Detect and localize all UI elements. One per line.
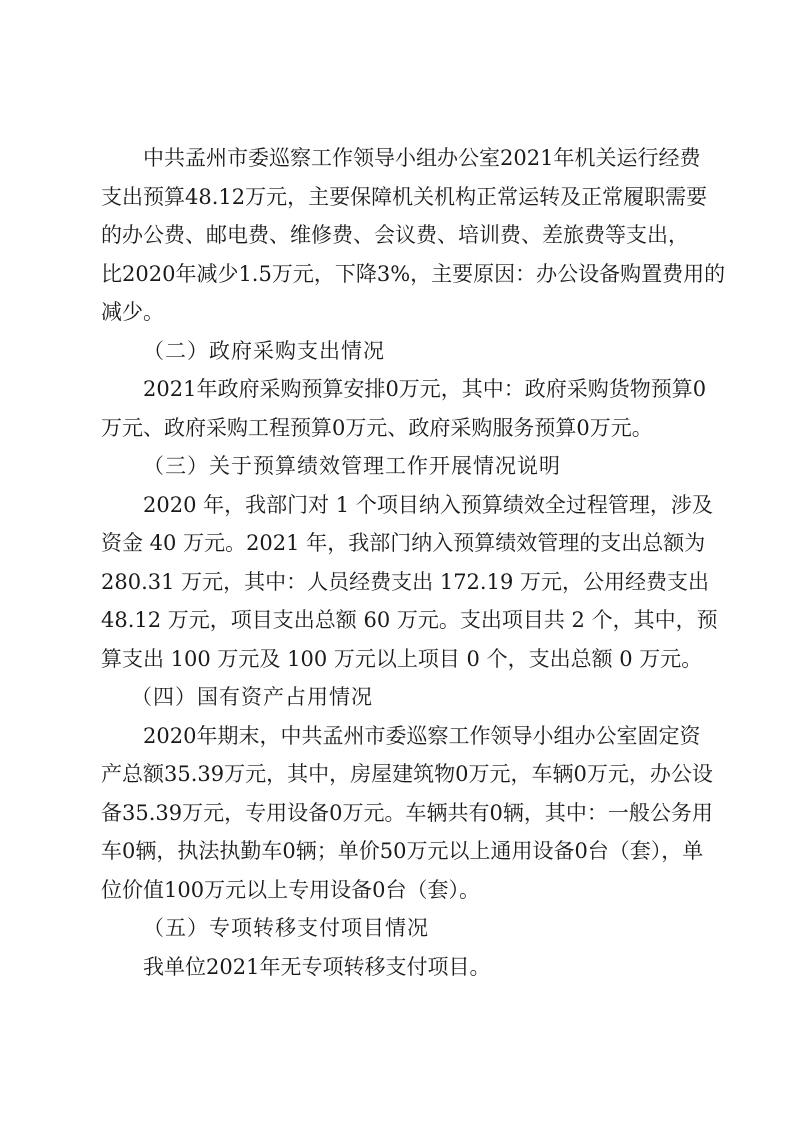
section-heading-transfer-payments: （五）专项转移支付项目情况 [143, 916, 429, 940]
document-body [101, 139, 726, 986]
text-line: 比2020年减少1.5万元，下降3%，主要原因：办公设备购置费用的 [101, 261, 726, 286]
text-line: 280.31 万元，其中：人员经费支出 172.19 万元，公用经费支出 [101, 569, 709, 594]
paragraph-performance [101, 486, 718, 679]
paragraph-operating-expenses [101, 139, 726, 332]
text-line: 减少。 [101, 300, 164, 324]
text-line: 48.12 万元，项目支出总额 60 万元。支出项目共 2 个，其中，预 [101, 608, 718, 632]
text-line: 算支出 100 万元及 100 万元以上项目 0 个，支出总额 0 万元。 [101, 646, 703, 671]
text-line: 备35.39万元，专用设备0万元。车辆共有0辆，其中：一般公务用 [101, 800, 713, 825]
text-line: 我单位2021年无专项转移支付项目。 [143, 954, 491, 979]
text-line: 2020年期末，中共孟州市委巡察工作领导小组办公室固定资 [143, 723, 701, 748]
text-line: 资金 40 万元。2021 年，我部门纳入预算绩效管理的支出总额为 [101, 531, 706, 555]
text-line: 2021年政府采购预算安排0万元，其中：政府采购货物预算0 [143, 377, 707, 401]
section-heading-performance: （三）关于预算绩效管理工作开展情况说明 [143, 454, 561, 478]
text-line: 的办公费、邮电费、维修费、会议费、培训费、差旅费等支出， [101, 223, 689, 247]
text-line: 位价值100万元以上专用设备0台（套）。 [101, 877, 480, 902]
section-heading-procurement: （二）政府采购支出情况 [143, 338, 385, 363]
text-line: 万元、政府采购工程预算0万元、政府采购服务预算0万元。 [101, 415, 653, 440]
section-heading-assets: （四）国有资产占用情况 [131, 685, 373, 709]
paragraph-procurement [101, 370, 707, 447]
paragraph-transfer-payments [101, 948, 701, 987]
text-line: 2020 年，我部门对 1 个项目纳入预算绩效全过程管理，涉及 [143, 492, 713, 517]
text-line: 车0辆，执法执勤车0辆；单价50万元以上通用设备0台（套），单 [101, 839, 704, 863]
text-line: 中共孟州市委巡察工作领导小组办公室2021年机关运行经费 [143, 146, 701, 170]
paragraph-assets [101, 717, 713, 910]
text-line: 支出预算48.12万元，主要保障机关机构正常运转及正常履职需要 [101, 184, 708, 209]
text-line: 产总额35.39万元，其中，房屋建筑物0万元，车辆0万元，办公设 [101, 762, 713, 786]
